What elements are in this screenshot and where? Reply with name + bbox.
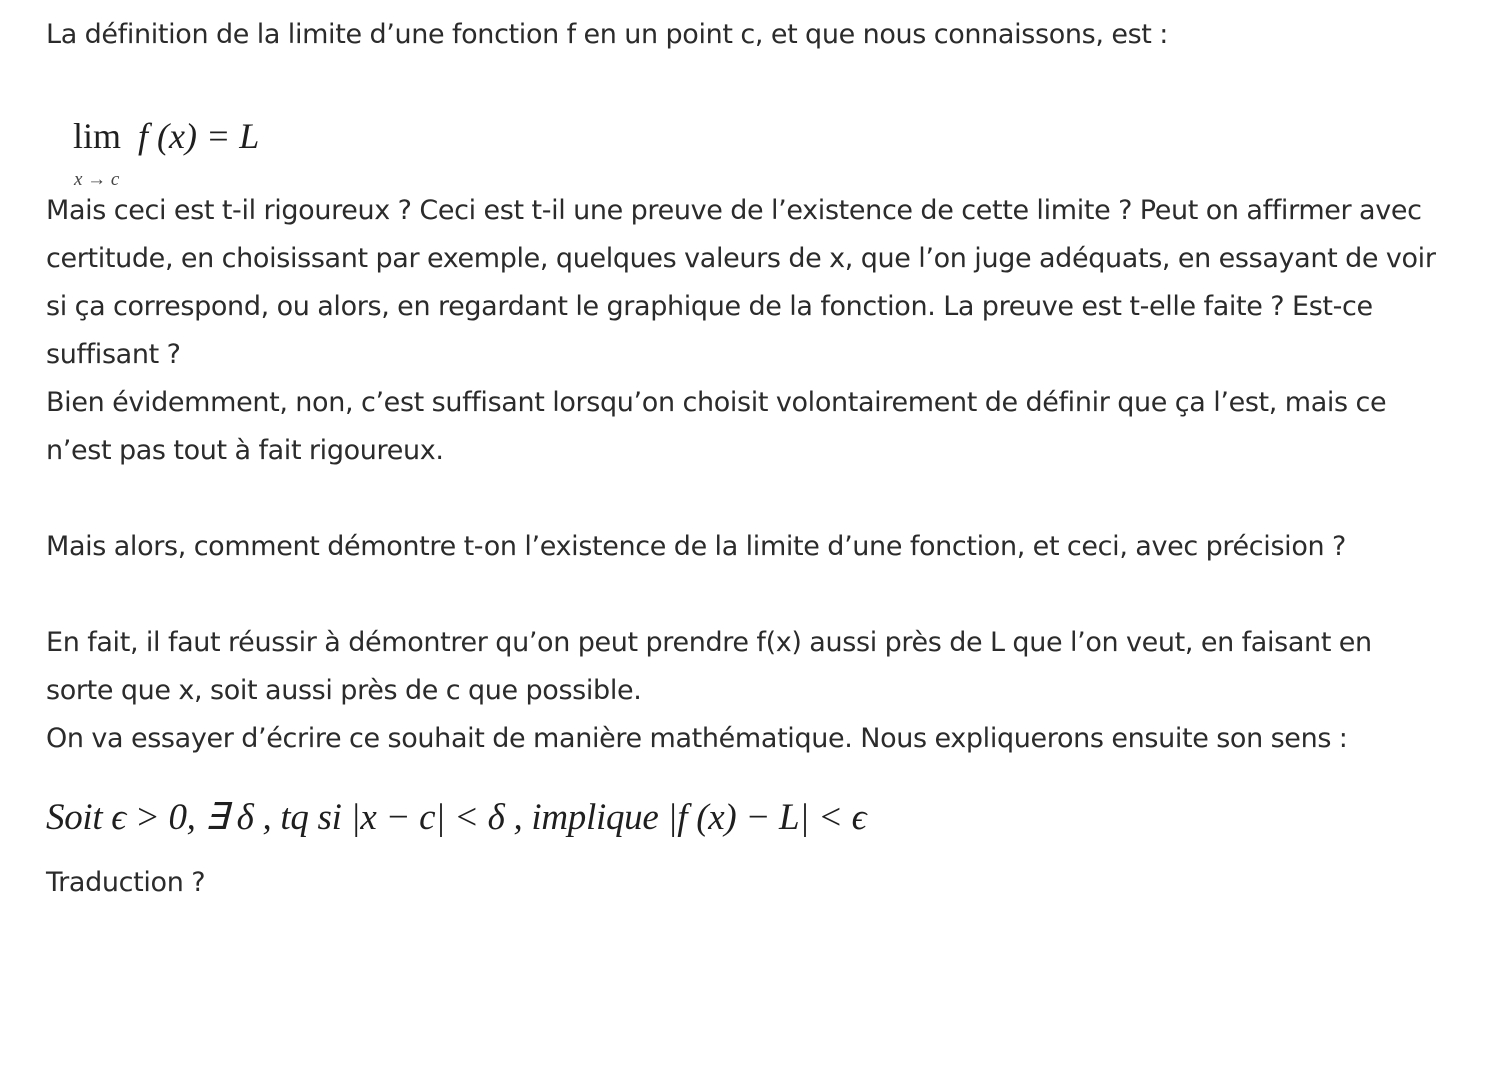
paragraph-spacer (46, 571, 1446, 619)
limit-operator: lim (73, 116, 122, 156)
paragraph-explanation: En fait, il faut réussir à démontrer qu’on peut prendre f(x) aussi près de L que l’on veut, en faisant en sorte que x, soit aussi près de c que possible. (46, 627, 1372, 706)
paragraph-intent: On va essayer d’écrire ce souhait de manière mathématique. Nous expliquerons ensuite son sens : (46, 723, 1348, 754)
epsilon-delta-expression: Soit ϵ > 0, ∃ δ , tq si |x − c| < δ , implique |f (x) − L| < ϵ (46, 797, 867, 838)
paragraph-spacer (46, 475, 1446, 523)
paragraph-translation: Traduction ? (46, 867, 206, 898)
intro-paragraph: La définition de la limite d’une fonction f en un point c, et que nous connaissons, est : (46, 19, 1169, 50)
paragraph-answer: Bien évidemment, non, c’est suffisant lorsqu’on choisit volontairement de définir que ça l’est, mais ce n’est pas tout à fait rigoureux. (46, 387, 1387, 466)
paragraph-rigour-question: Mais ceci est t-il rigoureux ? Ceci est t-il une preuve de l’existence de cette limite ? Peut on affirmer avec certitude, en choisissant par exemple, quelques valeurs de x, que l’on juge adéquats, en essayant de voir si ça correspond, ou alors, en regardant le graphique de la fonction. La preuve est t-elle faite ? Est-ce suffisant ? (46, 195, 1436, 370)
limit-expression: f (x) = L (138, 116, 260, 156)
article-content (46, 11, 1446, 907)
epsilon-delta-formula-image (46, 763, 1446, 859)
limit-formula-image (46, 11, 1446, 190)
paragraph-how-question: Mais alors, comment démontre t-on l’existence de la limite d’une fonction, et ceci, avec précision ? (46, 531, 1346, 562)
limit-subscript: x → c (74, 169, 120, 190)
